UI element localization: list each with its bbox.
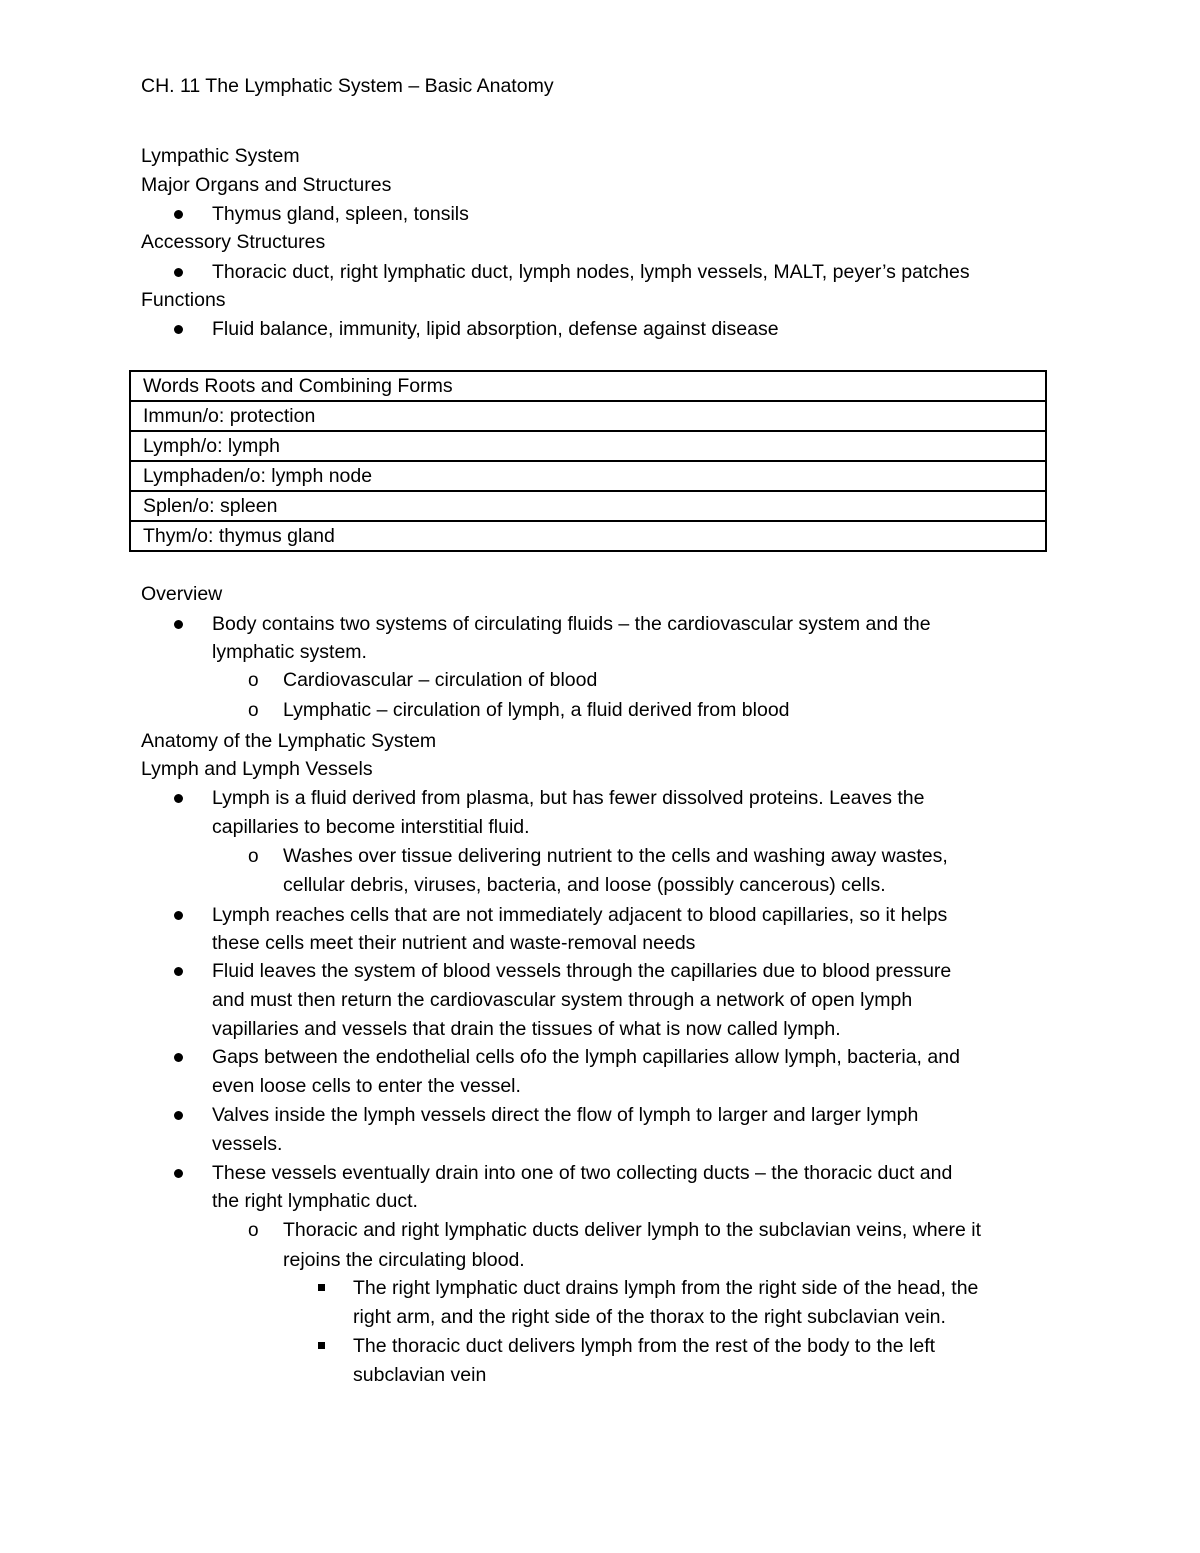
- bullet-icon: [174, 325, 183, 334]
- list-item: Thymus gland, spleen, tonsils: [212, 203, 469, 225]
- subheading-lymph-vessels: Lymph and Lymph Vessels: [141, 758, 373, 780]
- circle-bullet-icon: o: [248, 700, 259, 721]
- section-heading-lymphatic-system: Lympathic System: [141, 145, 300, 167]
- sub-sub-list-item-continuation: right arm, and the right side of the thorax to the right subclavian vein.: [353, 1306, 946, 1328]
- table-row: [130, 371, 1046, 401]
- sub-list-item-continuation: rejoins the circulating blood.: [283, 1249, 525, 1271]
- list-item: Gaps between the endothelial cells ofo the lymph capillaries allow lymph, bacteria, and: [212, 1046, 960, 1068]
- list-item: Lymph reaches cells that are not immediately adjacent to blood capillaries, so it helps: [212, 904, 948, 926]
- list-item-continuation: lymphatic system.: [212, 641, 367, 663]
- bullet-icon: [174, 794, 183, 803]
- bullet-icon: [174, 210, 183, 219]
- list-item: Lymph is a fluid derived from plasma, but has fewer dissolved proteins. Leaves the: [212, 787, 925, 809]
- sub-list-item: Thoracic and right lymphatic ducts deliver lymph to the subclavian veins, where it: [283, 1219, 981, 1241]
- table-cell: Splen/o: spleen: [130, 491, 1046, 521]
- square-bullet-icon: [318, 1284, 325, 1291]
- circle-bullet-icon: o: [248, 1220, 259, 1241]
- list-item-continuation: the right lymphatic duct.: [212, 1190, 418, 1212]
- list-item: Fluid leaves the system of blood vessels through the capillaries due to blood pressure: [212, 960, 952, 982]
- list-item-continuation: and must then return the cardiovascular system through a network of open lymph: [212, 989, 913, 1011]
- sub-sub-list-item: The right lymphatic duct drains lymph from the right side of the head, the: [353, 1277, 979, 1299]
- table-cell: Lymphaden/o: lymph node: [130, 461, 1046, 491]
- square-bullet-icon: [318, 1342, 325, 1349]
- sub-list-item: Cardiovascular – circulation of blood: [283, 669, 598, 691]
- table-row: [130, 521, 1046, 551]
- list-item-continuation: vapillaries and vessels that drain the tissues of what is now called lymph.: [212, 1018, 841, 1040]
- bullet-icon: [174, 268, 183, 277]
- word-roots-table: [129, 370, 1047, 552]
- table-cell: Thym/o: thymus gland: [130, 521, 1046, 551]
- table-row: [130, 401, 1046, 431]
- bullet-icon: [174, 1053, 183, 1062]
- bullet-icon: [174, 911, 183, 920]
- sub-sub-list-item-continuation: subclavian vein: [353, 1364, 487, 1386]
- list-item: These vessels eventually drain into one of two collecting ducts – the thoracic duct and: [212, 1162, 953, 1184]
- bullet-icon: [174, 1111, 183, 1120]
- table-header-cell: Words Roots and Combining Forms: [130, 371, 1046, 401]
- list-item-continuation: these cells meet their nutrient and waste-removal needs: [212, 932, 696, 954]
- table-row: [130, 491, 1046, 521]
- bullet-icon: [174, 967, 183, 976]
- circle-bullet-icon: o: [248, 670, 259, 691]
- document-title: CH. 11 The Lymphatic System – Basic Anatomy: [141, 75, 554, 97]
- list-item: Valves inside the lymph vessels direct the flow of lymph to larger and larger lymph: [212, 1104, 919, 1126]
- table-cell: Immun/o: protection: [130, 401, 1046, 431]
- sub-list-item: Washes over tissue delivering nutrient to the cells and washing away wastes,: [283, 845, 948, 867]
- circle-bullet-icon: o: [248, 846, 259, 867]
- list-item-continuation: vessels.: [212, 1133, 283, 1155]
- section-heading-overview: Overview: [141, 583, 223, 605]
- sub-list-item-continuation: cellular debris, viruses, bacteria, and loose (possibly cancerous) cells.: [283, 874, 886, 896]
- list-item-continuation: even loose cells to enter the vessel.: [212, 1075, 521, 1097]
- bullet-icon: [174, 620, 183, 629]
- list-item: Body contains two systems of circulating fluids – the cardiovascular system and the: [212, 613, 931, 635]
- table-row: [130, 431, 1046, 461]
- table-row: [130, 461, 1046, 491]
- label-functions: Functions: [141, 289, 226, 311]
- table-cell: Lymph/o: lymph: [130, 431, 1046, 461]
- label-major-organs: Major Organs and Structures: [141, 174, 392, 196]
- list-item: Fluid balance, immunity, lipid absorption, defense against disease: [212, 318, 779, 340]
- sub-sub-list-item: The thoracic duct delivers lymph from the rest of the body to the left: [353, 1335, 936, 1357]
- sub-list-item: Lymphatic – circulation of lymph, a fluid derived from blood: [283, 699, 790, 721]
- bullet-icon: [174, 1169, 183, 1178]
- label-accessory-structures: Accessory Structures: [141, 231, 326, 253]
- list-item: Thoracic duct, right lymphatic duct, lymph nodes, lymph vessels, MALT, peyer’s patches: [212, 261, 970, 283]
- list-item-continuation: capillaries to become interstitial fluid.: [212, 816, 530, 838]
- section-heading-anatomy: Anatomy of the Lymphatic System: [141, 730, 437, 752]
